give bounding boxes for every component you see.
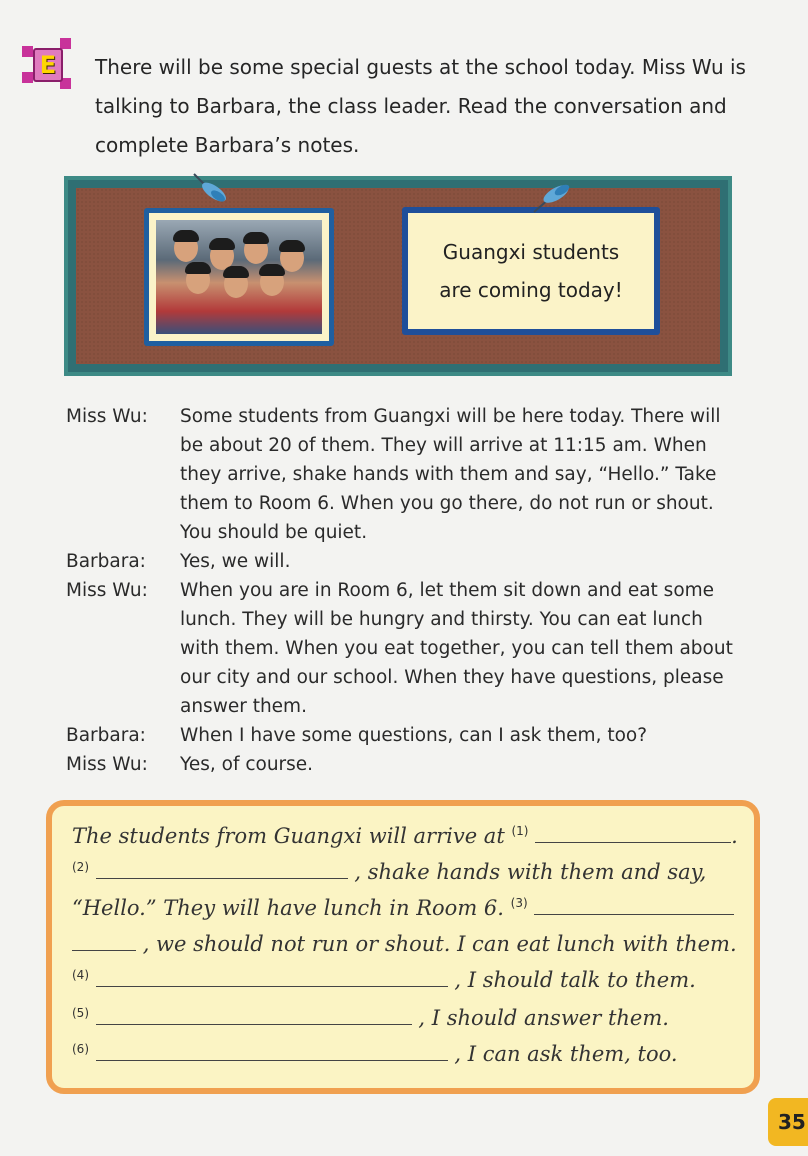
pushpin-icon [530,182,574,216]
answer-blank-2[interactable] [96,862,348,879]
notice-card [402,207,660,335]
students-photo [144,208,334,346]
page-number: 35 [768,1098,808,1146]
answer-blank-1[interactable] [535,826,731,843]
hair [185,262,211,274]
notice-line-1: Guangxi students [442,240,620,264]
blank-number: (6) [72,1042,89,1056]
dialogue-text: When you are in Room 6, let them sit down and eat some lunch. They will be hungry and thirsty. You can eat lunch with them. When you eat together, you can tell them about our city and our school. When they have questions, please answer them. [180,580,733,717]
blank-number: (3) [510,896,528,910]
dialogue-text: Yes, of course. [180,754,314,775]
section-letter: E [33,48,63,82]
speaker: Miss Wu: [66,580,148,601]
notes-line-7 [72,1042,678,1066]
answer-blank-3-continued[interactable] [72,934,136,951]
dialogue-text: When I have some questions, can I ask them, too? [180,725,648,746]
hair [209,238,235,250]
dialogue-line [66,547,746,576]
blank-number: (4) [72,968,89,982]
notice-line-2: are coming today! [439,278,623,302]
notes-text: “Hello.” They will have lunch in Room 6. [72,896,504,920]
students-photo-image [156,220,322,334]
dialogue-text: Yes, we will. [180,551,291,572]
notes-line-4 [72,932,737,956]
notes-line-3 [72,896,734,920]
notes-text: , we should not run or shout. I can eat lunch with them. [142,932,737,956]
dialogue-text: Some students from Guangxi will be here today. There will be about 20 of them. They will arrive at 11:15 am. When they arrive, shake hands with them and say, “Hello.” Take them to Room 6. When you go there, do not run or shout. You should be quiet. [180,406,721,543]
conversation [66,402,746,779]
notes-line-6 [72,1006,669,1030]
blank-number: (2) [72,860,89,874]
notes-text: , I should talk to them. [454,968,696,992]
hair [223,266,249,278]
speaker: Miss Wu: [66,754,148,775]
blank-number: (5) [72,1006,89,1020]
dialogue-line [66,750,746,779]
answer-blank-4[interactable] [96,970,448,987]
badge-square [22,46,33,57]
badge-square [60,38,71,49]
notes-text: , shake hands with them and say, [354,860,707,884]
instructions: There will be some special guests at the school today. Miss Wu is talking to Barbara, the class leader. Read the conversation and complete Barbara’s notes. [95,55,746,157]
speaker: Barbara: [66,725,146,746]
notice-paper [408,213,654,329]
notes-text: , I can ask them, too. [454,1042,678,1066]
pushpin-icon [188,170,232,204]
notes-text: . [731,824,738,848]
notes-line-1 [72,824,738,848]
hair [173,230,199,242]
notes-line-2 [72,860,706,884]
answer-blank-6[interactable] [96,1044,448,1061]
hair [279,240,305,252]
dialogue-line [66,576,746,721]
speaker: Miss Wu: [66,406,148,427]
hair [259,264,285,276]
answer-blank-5[interactable] [96,1008,412,1025]
notes-text: , I should answer them. [418,1006,669,1030]
hair [243,232,269,244]
dialogue-line [66,721,746,750]
section-badge [22,38,72,90]
answer-blank-3[interactable] [534,898,734,915]
blank-number: (1) [511,824,529,838]
notes-text: The students from Guangxi will arrive at [72,824,505,848]
notes-line-5 [72,968,696,992]
dialogue-line [66,402,746,547]
speaker: Barbara: [66,551,146,572]
badge-square [22,72,33,83]
